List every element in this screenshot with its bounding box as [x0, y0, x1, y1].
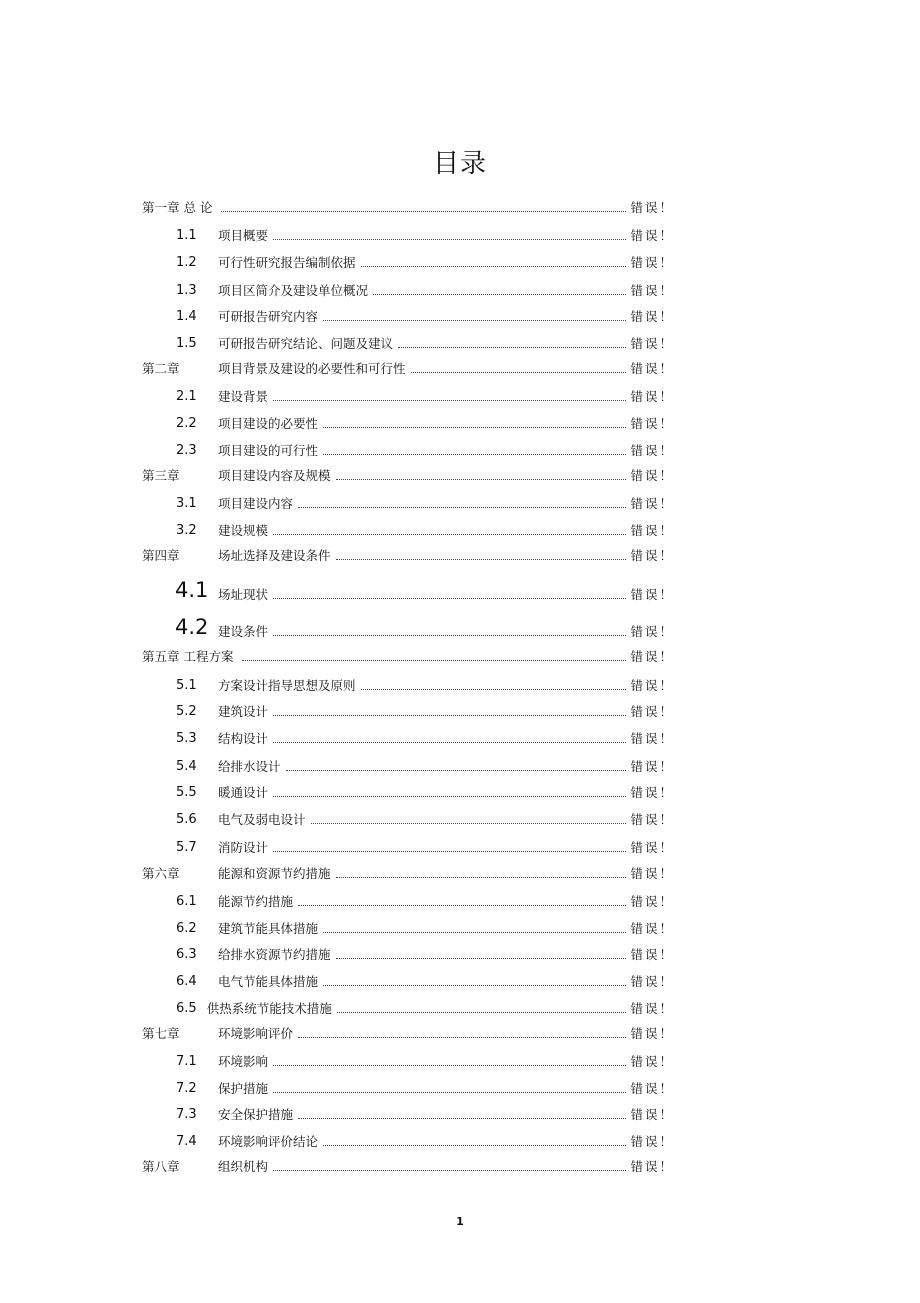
toc-entry-page-ref: 错误！ — [630, 587, 674, 602]
toc-entry-label: 环境影响评价 — [218, 1026, 294, 1041]
toc-entry[interactable] — [142, 544, 674, 564]
toc-entry-label: 方案设计指导思想及原则 — [218, 678, 356, 693]
toc-entry-number: 1.1 — [176, 228, 197, 243]
toc-entry-label: 建设背景 — [218, 389, 269, 404]
toc-entry-label: 可行性研究报告编制依据 — [218, 255, 356, 270]
dot-leader — [273, 238, 626, 240]
toc-entry-page-ref: 错误！ — [630, 894, 674, 909]
toc-entry-page-ref: 错误！ — [630, 1134, 674, 1149]
toc-entry-label: 结构设计 — [218, 731, 269, 746]
toc-entry[interactable] — [142, 700, 674, 720]
toc-entry-number: 6.5 — [176, 1001, 197, 1016]
toc-entry-page-ref: 错误！ — [630, 704, 674, 719]
dot-leader — [273, 1169, 626, 1171]
toc-entry-number: 1.3 — [176, 283, 197, 298]
toc-entry-page-ref: 错误！ — [630, 974, 674, 989]
toc-entry-label: 能源节约措施 — [218, 894, 294, 909]
toc-entry-number: 第三章 — [142, 468, 180, 483]
dot-leader — [336, 478, 627, 480]
toc-entry-number: 6.2 — [176, 921, 197, 936]
toc-entry-number: 4.1 — [175, 578, 209, 602]
toc-entry[interactable] — [142, 439, 674, 459]
toc-entry-number: 第四章 — [142, 548, 180, 563]
toc-entry-label: 项目建设的必要性 — [218, 416, 319, 431]
toc-entry-number: 5.2 — [176, 704, 197, 719]
toc-entry-label: 场址现状 — [218, 587, 269, 602]
toc-entry[interactable] — [142, 917, 674, 937]
toc-entry[interactable] — [142, 755, 674, 775]
toc-entry-number: 7.1 — [176, 1054, 197, 1069]
toc-entry-number: 第八章 — [142, 1159, 180, 1174]
toc-entry-label: 项目背景及建设的必要性和可行性 — [218, 361, 406, 376]
toc-entry-label: 环境影响评价结论 — [218, 1134, 319, 1149]
toc-entry[interactable] — [142, 808, 674, 828]
dot-leader — [273, 795, 626, 797]
toc-entry-label: 保护措施 — [218, 1081, 269, 1096]
dot-leader — [323, 931, 626, 933]
toc-entry[interactable] — [142, 492, 674, 512]
dot-leader — [273, 850, 626, 852]
toc-entry-page-ref: 错误！ — [630, 336, 674, 351]
toc-entry-page-ref: 错误！ — [630, 812, 674, 827]
dot-leader — [336, 876, 627, 878]
toc-entry-label: 能源和资源节约措施 — [218, 866, 331, 881]
toc-entry-label: 项目建设内容及规模 — [218, 468, 331, 483]
toc-entry-label: 给排水资源节约措施 — [218, 947, 331, 962]
dot-leader — [273, 597, 626, 599]
toc-entry-page-ref: 错误！ — [630, 389, 674, 404]
dot-leader — [311, 822, 627, 824]
toc-entry-label: 给排水设计 — [218, 759, 281, 774]
toc-entry[interactable] — [142, 196, 674, 216]
dot-leader — [361, 688, 627, 690]
toc-entry-number: 2.3 — [176, 443, 197, 458]
toc-entry-label: 项目建设的可行性 — [218, 443, 319, 458]
dot-leader — [273, 741, 626, 743]
toc-entry-number: 1.2 — [176, 255, 197, 270]
dot-leader — [298, 904, 626, 906]
toc-entry-page-ref: 错误！ — [630, 759, 674, 774]
toc-entry[interactable] — [142, 1130, 674, 1150]
toc-entry-page-ref: 错误！ — [630, 1026, 674, 1041]
toc-entry-page-ref: 错误！ — [630, 1081, 674, 1096]
toc-entry-number: 第五章 工程方案 — [142, 649, 234, 664]
dot-leader — [411, 371, 627, 373]
dot-leader — [398, 346, 626, 348]
dot-leader — [273, 399, 626, 401]
toc-entry[interactable] — [142, 610, 674, 640]
toc-entry-page-ref: 错误！ — [630, 361, 674, 376]
dot-leader — [323, 984, 626, 986]
toc-entry[interactable] — [142, 997, 674, 1017]
dot-leader — [221, 210, 626, 212]
toc-entry[interactable] — [142, 890, 674, 910]
page-title: 目录 — [432, 149, 487, 179]
toc-entry-label: 项目建设内容 — [218, 496, 294, 511]
dot-leader — [298, 1036, 626, 1038]
dot-leader — [273, 634, 626, 636]
toc-entry-label: 暖通设计 — [218, 785, 269, 800]
toc-entry-number: 第二章 — [142, 361, 180, 376]
toc-entry-page-ref: 错误！ — [630, 624, 674, 639]
toc-entry-number: 1.5 — [176, 336, 197, 351]
toc-entry-page-ref: 错误！ — [630, 309, 674, 324]
toc-entry-page-ref: 错误！ — [630, 283, 674, 298]
toc-entry[interactable] — [142, 1050, 674, 1070]
toc-entry-page-ref: 错误！ — [630, 947, 674, 962]
toc-entry-label: 场址选择及建设条件 — [218, 548, 331, 563]
toc-entry-page-ref: 错误！ — [630, 678, 674, 693]
toc-entry[interactable] — [142, 464, 674, 484]
dot-leader — [273, 533, 626, 535]
toc-entry[interactable] — [142, 224, 674, 244]
dot-leader — [323, 319, 626, 321]
toc-entry-number: 第一章 总 论 — [142, 200, 213, 215]
toc-entry-number: 6.4 — [176, 974, 197, 989]
toc-entry[interactable] — [142, 970, 674, 990]
toc-entry-page-ref: 错误！ — [630, 1107, 674, 1122]
dot-leader — [373, 293, 626, 295]
toc-entry[interactable] — [142, 305, 674, 325]
toc-entry[interactable] — [142, 727, 674, 747]
toc-entry[interactable] — [142, 836, 674, 856]
toc-entry-number: 2.2 — [176, 416, 197, 431]
toc-entry[interactable] — [142, 1022, 674, 1042]
toc-entry-number: 第七章 — [142, 1026, 180, 1041]
toc-entry[interactable] — [142, 645, 674, 665]
dot-leader — [273, 1064, 626, 1066]
toc-entry-page-ref: 错误！ — [630, 731, 674, 746]
dot-leader — [242, 659, 626, 661]
toc-entry-number: 6.1 — [176, 894, 197, 909]
dot-leader — [323, 426, 626, 428]
toc-entry[interactable] — [142, 1103, 674, 1123]
toc-entry[interactable] — [142, 1155, 674, 1175]
toc-entry[interactable] — [142, 412, 674, 432]
toc-entry-page-ref: 错误！ — [630, 1001, 674, 1016]
toc-entry-label: 组织机构 — [218, 1159, 269, 1174]
toc-entry[interactable] — [142, 385, 674, 405]
toc-entry-number: 5.7 — [176, 840, 197, 855]
toc-entry-label: 供热系统节能技术措施 — [206, 1001, 332, 1016]
toc-entry-number: 6.3 — [176, 947, 197, 962]
toc-entry-label: 建设条件 — [218, 624, 269, 639]
toc-entry-number: 3.1 — [176, 496, 197, 511]
page-number: 1 — [456, 1215, 464, 1228]
toc-entry-page-ref: 错误！ — [630, 866, 674, 881]
dot-leader — [336, 558, 627, 560]
toc-entry[interactable] — [142, 573, 674, 603]
dot-leader — [336, 957, 627, 959]
toc-entry-page-ref: 错误！ — [630, 228, 674, 243]
toc-entry-number: 7.3 — [176, 1107, 197, 1122]
toc-entry-page-ref: 错误！ — [630, 785, 674, 800]
toc-entry-page-ref: 错误！ — [630, 468, 674, 483]
toc-entry-label: 建设规模 — [218, 523, 269, 538]
toc-entry-number: 5.4 — [176, 759, 197, 774]
toc-entry-label: 可研报告研究结论、问题及建议 — [218, 336, 394, 351]
dot-leader — [337, 1011, 627, 1013]
toc-entry-label: 项目区简介及建设单位概况 — [218, 283, 369, 298]
toc-entry[interactable] — [142, 862, 674, 882]
toc-entry[interactable] — [142, 943, 674, 963]
dot-leader — [323, 1144, 626, 1146]
toc-entry-label: 建筑设计 — [218, 704, 269, 719]
toc-entry-page-ref: 错误！ — [630, 649, 674, 664]
toc-entry-page-ref: 错误！ — [630, 416, 674, 431]
toc-entry-page-ref: 错误！ — [630, 1159, 674, 1174]
dot-leader — [273, 1091, 626, 1093]
dot-leader — [298, 1117, 626, 1119]
toc-entry-page-ref: 错误！ — [630, 921, 674, 936]
toc-entry-label: 安全保护措施 — [218, 1107, 294, 1122]
toc-entry[interactable] — [142, 519, 674, 539]
toc-entry-number: 4.2 — [175, 615, 209, 639]
toc-entry-number: 1.4 — [176, 309, 197, 324]
toc-entry-number: 5.6 — [176, 812, 197, 827]
dot-leader — [361, 265, 627, 267]
toc-entry[interactable] — [142, 332, 674, 352]
toc-entry-number: 5.1 — [176, 678, 197, 693]
dot-leader — [298, 506, 626, 508]
toc-entry[interactable] — [142, 279, 674, 299]
toc-entry-label: 环境影响 — [218, 1054, 269, 1069]
toc-entry-label: 电气节能具体措施 — [218, 974, 319, 989]
toc-entry-label: 建筑节能具体措施 — [218, 921, 319, 936]
toc-entry-label: 电气及弱电设计 — [218, 812, 306, 827]
toc-entry-label: 消防设计 — [218, 840, 269, 855]
toc-entry-number: 7.4 — [176, 1134, 197, 1149]
dot-leader — [273, 714, 626, 716]
toc-entry-number: 5.5 — [176, 785, 197, 800]
toc-entry[interactable] — [142, 674, 674, 694]
toc-entry-number: 5.3 — [176, 731, 197, 746]
toc-entry[interactable] — [142, 1077, 674, 1097]
toc-entry-page-ref: 错误！ — [630, 496, 674, 511]
dot-leader — [323, 453, 626, 455]
toc-entry-label: 项目概要 — [218, 228, 269, 243]
toc-entry-page-ref: 错误！ — [630, 255, 674, 270]
toc-entry-number: 7.2 — [176, 1081, 197, 1096]
toc-entry[interactable] — [142, 357, 674, 377]
dot-leader — [286, 769, 627, 771]
toc-entry-page-ref: 错误！ — [630, 1054, 674, 1069]
toc-entry-page-ref: 错误！ — [630, 443, 674, 458]
toc-entry-page-ref: 错误！ — [630, 548, 674, 563]
toc-entry-label: 可研报告研究内容 — [218, 309, 319, 324]
toc-entry-number: 第六章 — [142, 866, 180, 881]
toc-entry-page-ref: 错误！ — [630, 523, 674, 538]
toc-entry[interactable] — [142, 251, 674, 271]
toc-entry-number: 2.1 — [176, 389, 197, 404]
toc-entry-page-ref: 错误！ — [630, 200, 674, 215]
toc-entry-number: 3.2 — [176, 523, 197, 538]
toc-entry[interactable] — [142, 781, 674, 801]
toc-entry-page-ref: 错误！ — [630, 840, 674, 855]
